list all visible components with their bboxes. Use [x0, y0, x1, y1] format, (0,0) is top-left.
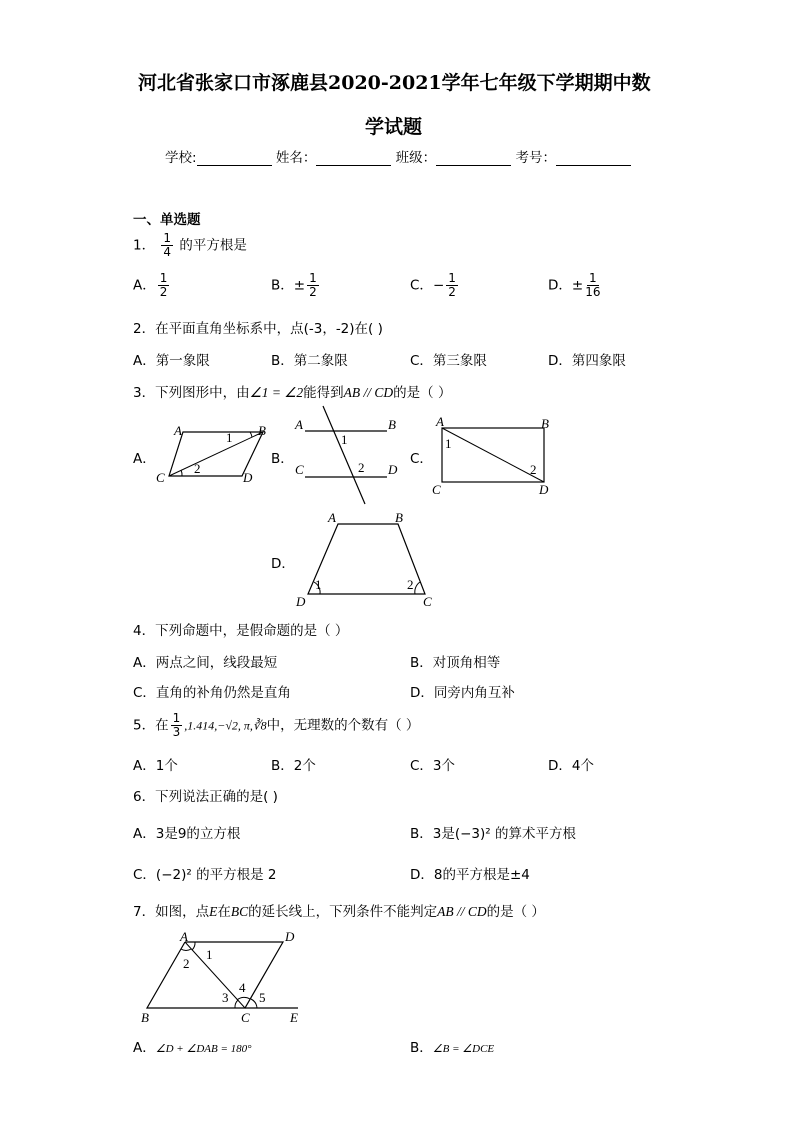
q6-option-c[interactable]: C．(−2)² 的平方根是 2 [133, 867, 277, 883]
q1-option-b[interactable]: B．± $\frac{1}{2}$ [271, 271, 317, 299]
q2-option-a[interactable]: A．第一象限 [133, 353, 210, 369]
q3-figure-b [290, 404, 410, 508]
q2-option-b[interactable]: B．第二象限 [271, 353, 348, 369]
q4-option-b[interactable]: B．对顶角相等 [410, 655, 501, 671]
q7-option-b[interactable]: B．∠B = ∠DCE [410, 1040, 495, 1056]
q3-figure-a [150, 418, 280, 488]
fraction: $\frac{1}{3}$ [172, 711, 181, 739]
label-e: E [290, 1010, 298, 1025]
info-fields [165, 146, 631, 166]
angle-2: 2 [183, 956, 190, 971]
angle-2: 2 [358, 460, 365, 475]
angle-1: 1 [226, 430, 233, 445]
q6-option-a[interactable]: A．3是9的立方根 [133, 826, 241, 842]
question-4-stem: 4．下列命题中，是假命题的是（ ） [133, 623, 349, 639]
q3-option-d-label[interactable]: D． [271, 556, 295, 572]
q5-option-d[interactable]: D．4个 [548, 758, 594, 774]
q4-option-d[interactable]: D．同旁内角互补 [410, 685, 515, 701]
label-b: B [258, 423, 266, 438]
page-title-line2: 学试题 [365, 116, 423, 138]
q7-option-a[interactable]: A．∠D + ∠DAB = 180° [133, 1040, 252, 1056]
q2-option-c[interactable]: C．第三象限 [410, 353, 487, 369]
label-d: D [388, 462, 398, 477]
q6-option-b[interactable]: B．3是(−3)² 的算术平方根 [410, 826, 576, 842]
question-1-stem [133, 232, 247, 259]
angle-5: 5 [259, 990, 266, 1005]
q1-option-c[interactable]: C．− $\frac{1}{2}$ [410, 271, 456, 299]
question-number: 1． [133, 237, 156, 254]
q1-option-d[interactable]: D．± $\frac{1}{16}$ [548, 271, 601, 299]
q3-option-c-label[interactable]: C． [410, 451, 433, 467]
q3-figure-c [428, 412, 558, 498]
label-d: D [243, 470, 253, 485]
label-c: C [156, 470, 165, 485]
section-heading: 一、单选题 [133, 212, 201, 228]
label-c: C [295, 462, 304, 477]
id-blank[interactable] [556, 152, 631, 166]
question-2-stem: 2．在平面直角坐标系中，点(-3，-2)在( ) [133, 321, 383, 337]
label-d: D [285, 929, 295, 944]
field-school-label: 学校: [165, 150, 197, 166]
class-blank[interactable] [436, 152, 511, 166]
label-a: A [174, 423, 182, 438]
field-id-label: 考号： [515, 150, 556, 166]
label-c: C [432, 482, 441, 497]
label-a: A [328, 510, 336, 525]
field-name-label: 姓名： [275, 150, 317, 166]
q3-figure-d [290, 508, 450, 608]
question-6-stem: 6．下列说法正确的是( ) [133, 789, 278, 805]
stem-text: 的平方根是 [179, 237, 247, 254]
angle-1: 1 [341, 432, 348, 447]
q2-option-d[interactable]: D．第四象限 [548, 353, 626, 369]
school-blank[interactable] [197, 152, 272, 166]
label-c: C [423, 594, 432, 608]
angle-2: 2 [194, 461, 201, 476]
question-7-stem: 7．如图，点E在BC的延长线上，下列条件不能判定AB // CD的是（ ） [133, 904, 545, 920]
label-b: B [541, 416, 549, 431]
label-d: D [296, 594, 306, 608]
q6-option-d[interactable]: D．8的平方根是±4 [410, 867, 530, 883]
angle-1: 1 [445, 436, 452, 451]
label-a: A [295, 417, 303, 432]
name-blank[interactable] [316, 152, 391, 166]
q4-option-c[interactable]: C．直角的补角仍然是直角 [133, 685, 291, 701]
angle-1: 1 [206, 947, 213, 962]
angle-4: 4 [239, 980, 246, 995]
angle-1: 1 [315, 577, 322, 592]
angle-2: 2 [407, 577, 414, 592]
page-title-line1: 河北省张家口市涿鹿县2020-2021学年七年级下学期期中数 [138, 72, 651, 94]
label-a: A [180, 929, 188, 944]
angle-2: 2 [530, 462, 537, 477]
q1-option-a[interactable]: A． $\frac{1}{2}$ [133, 271, 168, 299]
label-b: B [388, 417, 396, 432]
q3-option-a-label[interactable]: A． [133, 451, 156, 467]
q5-option-a[interactable]: A．1个 [133, 758, 178, 774]
q3-option-b-label[interactable]: B． [271, 451, 294, 467]
label-d: D [539, 482, 549, 497]
label-c: C [241, 1010, 250, 1025]
q5-option-b[interactable]: B．2个 [271, 758, 316, 774]
label-a: A [436, 414, 444, 429]
fraction: $\frac{1}{4}$ [163, 231, 172, 259]
q7-figure [133, 928, 313, 1026]
angle-3: 3 [222, 990, 229, 1005]
q4-option-a[interactable]: A．两点之间，线段最短 [133, 655, 278, 671]
label-b: B [395, 510, 403, 525]
q5-option-c[interactable]: C．3个 [410, 758, 456, 774]
field-class-label: 班级： [395, 150, 437, 166]
label-b: B [141, 1010, 149, 1025]
question-3-stem: 3．下列图形中，由∠1 = ∠2能得到AB // CD的是（ ） [133, 385, 452, 401]
question-5-stem: 5．在 $\frac{1}{3}$ ,1.414,−√2, π,∛8中，无理数的个数有（ ） [133, 711, 420, 739]
